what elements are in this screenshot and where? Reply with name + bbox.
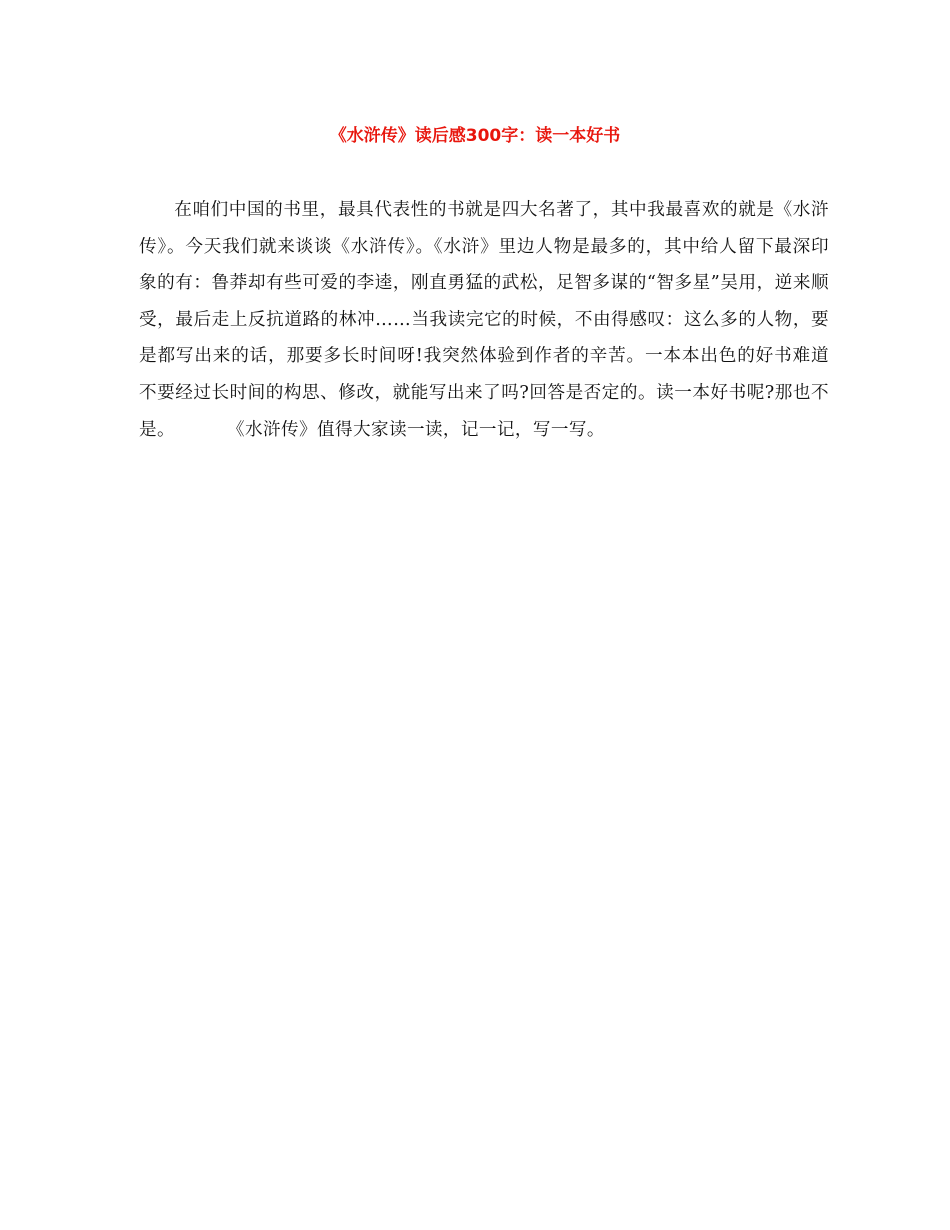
body-paragraph (139, 192, 829, 448)
body-text-part-1: 在咱们中国的书里，最具代表性的书就是四大名著了，其中我最喜欢的就是《水浒传》。今天我们就来谈谈《水浒传》。《水浒》里边人物是最多的，其中给人留下最深印象的有：鲁莽却有些可爱的李逵，刚直勇猛的武松，足智多谋的“智多星”吴用，逆来顺受，最后走上反抗道路的林冲……当我读完它的时候，不由得感叹：这么多的人物，要是都写出来的话，那要多长时间呀!我突然体验到作者的辛苦。一本本出色的好书难道不要经过长时间的构思、修改，就能写出来了吗?回答是否定的。读一本好书呢?那也不是。 (139, 200, 829, 440)
document-title: 《水浒传》读后感300字：读一本好书 (329, 126, 621, 146)
body-text-part-2: 《水浒传》值得大家读一读，记一记，写一写。 (227, 419, 605, 440)
